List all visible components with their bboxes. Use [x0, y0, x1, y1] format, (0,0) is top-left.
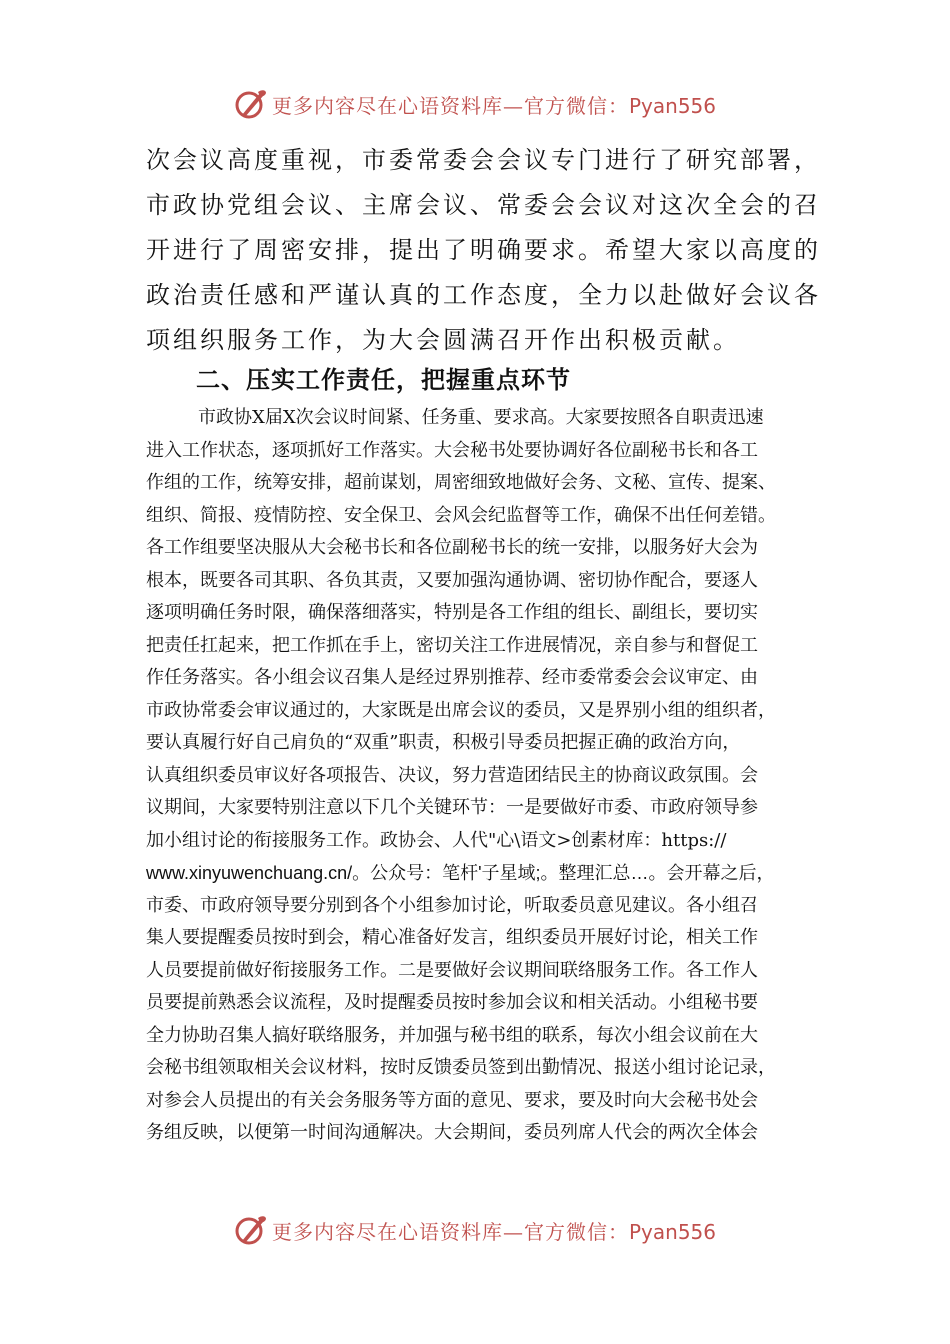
text-line: 务组反映，以便第一时间沟通解决。大会期间，委员列席人代会的两次全体会: [146, 1122, 758, 1143]
lead-paragraph: [146, 138, 826, 363]
text-line: 会秘书组领取相关会议材料，按时反馈委员签到出勤情况、报送小组讨论记录，: [146, 1057, 776, 1078]
text-line: 作组的工作，统筹安排，超前谋划，周密细致地做好会务、文秘、宣传、提案、: [146, 472, 776, 493]
text-line: 员要提前熟悉会议流程，及时提醒委员按时参加会议和相关活动。小组秘书要: [146, 992, 758, 1013]
text-line: 要认真履行好自己肩负的“双重”职责，积极引导委员把握正确的政治方向，: [146, 732, 741, 753]
footer-watermark: [0, 1208, 950, 1252]
text-line: 全力协助召集人搞好联络服务，并加强与秘书组的联系，每次小组会议前在大: [146, 1024, 758, 1046]
text-line: 对参会人员提出的有关会务服务等方面的意见、要求，要及时向大会秘书处会: [146, 1089, 758, 1111]
text-line: 议期间，大家要特别注意以下几个关键环节：一是要做好市委、市政府领导参: [146, 797, 758, 818]
text-line: 把责任扛起来，把工作抓在手上，密切关注工作进展情况，亲自参与和督促工: [146, 634, 758, 656]
text-line: 开进行了周密安排，提出了明确要求。希望大家以高度的: [146, 236, 821, 264]
text-line: 集人要提醒委员按时到会，精心准备好发言，组织委员开展好讨论，相关工作: [146, 927, 758, 948]
text-line: 市政协常委会审议通过的，大家既是出席会议的委员，又是界别小组的组织者，: [146, 699, 776, 721]
text-line: 根本，既要各司其职、各负其责，又要加强沟通协调、密切协作配合，要逐人: [146, 569, 758, 591]
text-line: 人员要提前做好衔接服务工作。二是要做好会议期间联络服务工作。各工作人: [146, 959, 758, 981]
quill-logo-icon: [234, 87, 268, 121]
text-line: 进入工作状态，逐项抓好工作落实。大会秘书处要协调好各位副秘书长和各工: [146, 439, 758, 461]
section-heading: 二、压实工作责任，把握重点环节: [196, 366, 571, 394]
text-line: 市政协党组会议、主席会议、常委会会议对这次全会的召: [146, 191, 821, 219]
text-line: 次会议高度重视，市委常委会会议专门进行了研究部署，: [146, 146, 821, 174]
header-watermark: [0, 82, 950, 126]
quill-logo-icon: [234, 1213, 268, 1247]
text-line: 市委、市政府领导要分别到各个小组参加讨论，听取委员意见建议。各小组召: [146, 894, 758, 916]
watermark-text: 更多内容尽在心语资料库—官方微信：Pyan556: [271, 93, 716, 118]
text-line: www.xinyuwenchuang.cn/。公众号：笔杆'子星域;。整理汇总…。会开幕之后，: [146, 863, 775, 883]
watermark-text: 更多内容尽在心语资料库—官方微信：Pyan556: [271, 1219, 716, 1244]
text-line: 项组织服务工作，为大会圆满召开作出积极贡献。: [146, 326, 740, 354]
text-line: 政治责任感和严谨认真的工作态度，全力以赴做好会议各: [146, 281, 821, 309]
text-line: 作任务落实。各小组会议召集人是经过界别推荐、经市委常委会会议审定、由: [146, 667, 758, 688]
text-line: 逐项明确任务时限，确保落细落实，特别是各工作组的组长、副组长，要切实: [146, 602, 758, 623]
body-paragraph: [146, 402, 826, 1150]
text-line: 认真组织委员审议好各项报告、决议，努力营造团结民主的协商议政氛围。会: [146, 764, 758, 786]
text-line: 加小组讨论的衔接服务工作。政协会、人代"心\语文>创素材库：https://: [146, 829, 727, 851]
text-line: 市政协X届X次会议时间紧、任务重、要求高。大家要按照各自职责迅速: [198, 407, 764, 428]
text-line: 各工作组要坚决服从大会秘书长和各位副秘书长的统一安排，以服务好大会为: [146, 537, 758, 558]
text-line: 组织、简报、疫情防控、安全保卫、会风会纪监督等工作，确保不出任何差错。: [146, 504, 776, 526]
